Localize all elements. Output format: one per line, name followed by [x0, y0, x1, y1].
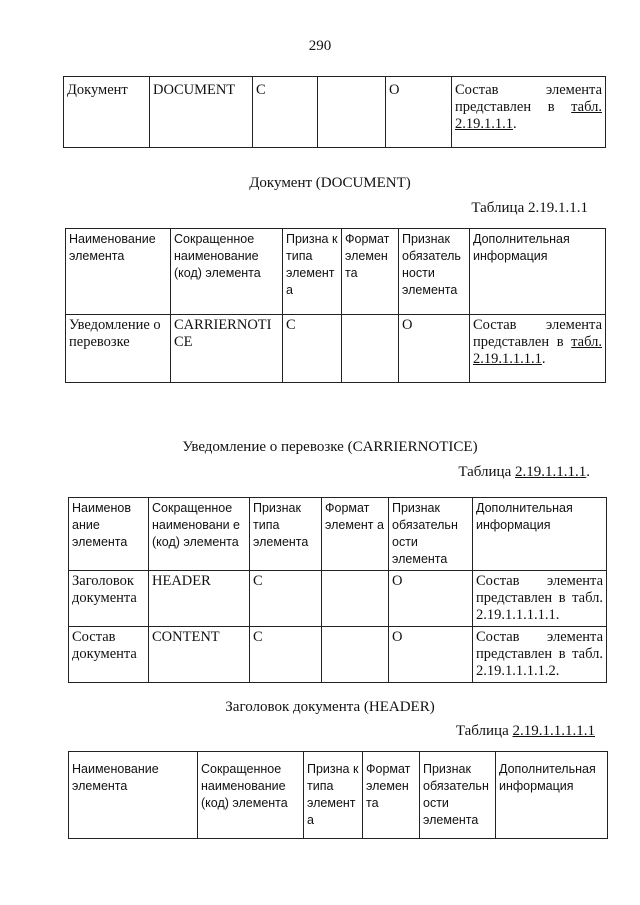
cell-code: DOCUMENT	[150, 77, 253, 148]
table-document	[65, 228, 606, 383]
header-cell: Призна к типа элемент а	[304, 752, 363, 839]
header-cell: Сокращенное наименование (код) элемента	[198, 752, 304, 839]
cell-format	[318, 77, 386, 148]
header-cell: Дополнительная информация	[496, 752, 608, 839]
table-row	[66, 315, 606, 383]
table-label-ref: 2.19.1.1.1.1	[515, 464, 587, 480]
header-cell: Формат элемент а	[322, 498, 389, 571]
cell-info: Состав элемента представлен в табл. 2.19.1.1.1.	[452, 77, 606, 148]
header-cell: Формат элемен та	[363, 752, 420, 839]
page-number: 290	[308, 38, 332, 54]
table-row	[69, 627, 607, 683]
header-cell: Призна к типа элемент а	[283, 229, 342, 315]
table-label: Таблица 2.19.1.1.1.1.	[458, 464, 590, 480]
cell-name: Заголовок документа	[69, 571, 149, 627]
cell-name: Состав документа	[69, 627, 149, 683]
info-ref-link: табл. 2.19.1.1.1	[455, 99, 602, 132]
section-title: Уведомление о перевозке (CARRIERNOTICE)	[182, 439, 478, 455]
table-label	[456, 723, 595, 740]
table-header-row	[69, 498, 607, 571]
cell-name: Документ	[64, 77, 150, 148]
cell-code: CARRIERNOTI CE	[171, 315, 283, 383]
table-label-prefix: Таблица	[455, 723, 509, 739]
info-text: Состав элемента представлен в	[473, 317, 602, 350]
table-top	[63, 76, 606, 148]
cell-required: О	[389, 571, 473, 627]
info-ref-link: табл. 2.19.1.1.1.1	[473, 334, 602, 367]
cell-required: О	[389, 627, 473, 683]
header-cell: Признак обязательн ости элемента	[420, 752, 496, 839]
header-cell: Признак типа элемента	[250, 498, 322, 571]
cell-name: Уведомление о перевозке	[66, 315, 171, 383]
cell-info: Состав элемента представлен в табл. 2.19.1.1.1.1.1.	[473, 571, 607, 627]
header-cell: Формат элемен та	[342, 229, 399, 315]
cell-type-sign: С	[283, 315, 342, 383]
header-cell: Признак обязатель ности элемента	[399, 229, 470, 315]
table-label-prefix: Таблица	[458, 464, 512, 480]
header-cell: Признак обязательн ости элемента	[389, 498, 473, 571]
cell-type-sign: С	[253, 77, 318, 148]
table-carriernotice	[68, 497, 607, 683]
cell-format	[322, 627, 389, 683]
table-header-row	[69, 752, 608, 839]
cell-code: HEADER	[149, 571, 250, 627]
header-cell: Сокращенное наименование (код) элемента	[171, 229, 283, 315]
header-cell: Наименов ание элемента	[69, 498, 149, 571]
header-cell: Сокращенное наименовани е (код) элемента	[149, 498, 250, 571]
table-row	[64, 77, 606, 148]
table-header-row	[66, 229, 606, 315]
info-text: Состав элемента представлен в	[455, 82, 602, 115]
cell-format	[342, 315, 399, 383]
cell-required: О	[399, 315, 470, 383]
cell-type-sign: С	[250, 571, 322, 627]
cell-code: CONTENT	[149, 627, 250, 683]
table-label-ref: 2.19.1.1.1.1.1	[512, 723, 595, 739]
section-title: Документ (DOCUMENT)	[249, 175, 411, 191]
cell-required: О	[386, 77, 452, 148]
header-cell: Дополнительная информация	[470, 229, 606, 315]
cell-info: Состав элемента представлен в табл. 2.19.1.1.1.1.2.	[473, 627, 607, 683]
header-cell: Наименование элемента	[69, 752, 198, 839]
header-cell: Наименование элемента	[66, 229, 171, 315]
table-header-element	[68, 751, 608, 839]
table-label: Таблица 2.19.1.1.1	[471, 200, 588, 216]
header-cell: Дополнительная информация	[473, 498, 607, 571]
cell-info: Состав элемента представлен в табл. 2.19.1.1.1.1.	[470, 315, 606, 383]
cell-type-sign: С	[250, 627, 322, 683]
table-row	[69, 571, 607, 627]
section-title: Заголовок документа (HEADER)	[225, 699, 435, 715]
cell-format	[322, 571, 389, 627]
